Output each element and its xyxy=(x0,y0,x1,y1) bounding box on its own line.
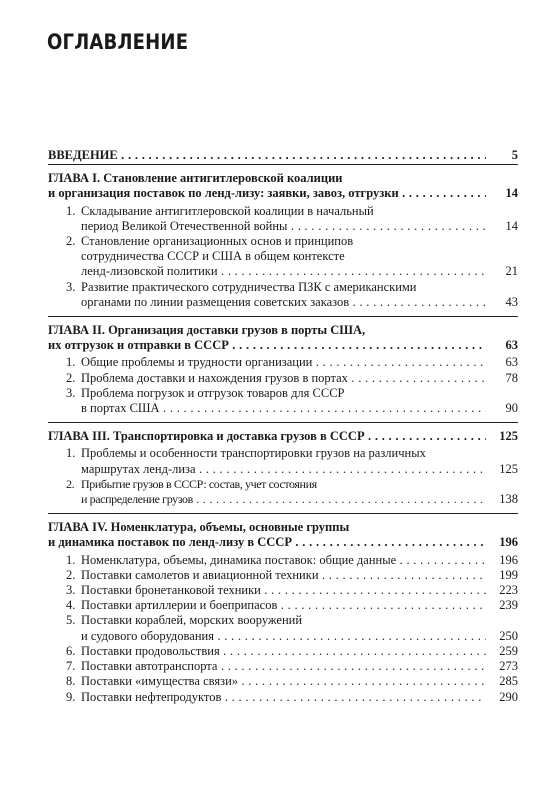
toc-entry-text: 6. Поставки продовольствия . . . xyxy=(66,644,486,659)
toc-entry-text: ГЛАВА III. Транспортировка и доставка грузов в СССР . . . xyxy=(48,429,486,444)
page-number: 199 xyxy=(499,567,518,582)
toc-entry-text: 5. Поставки кораблей, морских вооружений xyxy=(66,613,303,628)
toc-entry-text: 1. Проблемы и особенности транспортировки грузов на различных xyxy=(66,446,426,461)
section-number: 1. xyxy=(66,355,76,370)
table-of-contents xyxy=(48,148,518,705)
section-number: 2. xyxy=(66,370,76,385)
toc-section-entry xyxy=(48,674,518,689)
toc-entry-text: 1. Складывание антигитлеровской коалиции в начальный xyxy=(66,203,374,218)
page-number: 43 xyxy=(505,294,518,309)
toc-section-entry xyxy=(48,644,518,659)
page-number: 223 xyxy=(499,583,518,598)
section-number: 9. xyxy=(66,689,76,704)
toc-entry-text: 2. Проблема доставки и нахождения грузов в портах . . . xyxy=(66,371,486,386)
toc-entry-text: период Великой Отечественной войны . . . xyxy=(66,219,486,234)
toc-section-entry xyxy=(48,477,518,507)
toc-entry-text: ГЛАВА II. Организация доставки грузов в порты США, xyxy=(48,323,366,338)
section-divider xyxy=(48,164,518,165)
section-number: 2. xyxy=(66,567,76,582)
toc-entry-text: и организация поставок по ленд-лизу: заявки, завоз, отгрузки . . . xyxy=(48,186,486,201)
section-number: 1. xyxy=(66,203,76,218)
page-number: 196 xyxy=(499,552,518,567)
toc-entry-text: 4. Поставки артиллерии и боеприпасов . . . xyxy=(66,598,486,613)
toc-entry-text: 9. Поставки нефтепродуктов . . . xyxy=(66,690,486,705)
page-number: 138 xyxy=(499,492,518,507)
toc-chapter-entry xyxy=(48,148,518,163)
page-number: 63 xyxy=(505,338,518,353)
toc-entry-text: 7. Поставки автотранспорта . . . xyxy=(66,659,486,674)
toc-section-entry xyxy=(48,613,518,643)
toc-section-entry xyxy=(48,234,518,280)
page-number: 196 xyxy=(499,535,518,550)
toc-entry-text: 1. Номенклатура, объемы, динамика поставок: общие данные . . . xyxy=(66,553,486,568)
toc-entry-text: ленд-лизовской политики . . . xyxy=(66,264,486,279)
page-number: 21 xyxy=(505,264,518,279)
toc-section-entry xyxy=(48,355,518,370)
page-number: 290 xyxy=(499,689,518,704)
toc-entry-text: 3. Развитие практического сотрудничества ПЗК с американскими xyxy=(66,279,417,294)
toc-entry-text: 1. Общие проблемы и трудности организации . . . xyxy=(66,355,486,370)
toc-section-entry xyxy=(48,568,518,583)
section-number: 2. xyxy=(66,476,75,491)
toc-entry-text: 3. Поставки бронетанковой техники . . . xyxy=(66,583,486,598)
toc-chapter-entry xyxy=(48,323,518,353)
section-number: 3. xyxy=(66,279,76,294)
section-number: 8. xyxy=(66,674,76,689)
toc-entry-text: в портах США . . . xyxy=(66,401,486,416)
toc-section-entry xyxy=(48,598,518,613)
section-number: 5. xyxy=(66,613,76,628)
toc-entry-text: маршрутах ленд-лиза . . . xyxy=(66,462,486,477)
toc-section-entry xyxy=(48,446,518,476)
toc-chapter-entry xyxy=(48,520,518,550)
page-number: 90 xyxy=(505,401,518,416)
section-number: 3. xyxy=(66,583,76,598)
page-number: 78 xyxy=(505,370,518,385)
section-divider xyxy=(48,513,518,514)
section-number: 3. xyxy=(66,385,76,400)
toc-entry-text: и распределение грузов . . . xyxy=(66,492,486,507)
page-number: 259 xyxy=(499,643,518,658)
toc-entry-text: 2. Поставки самолетов и авиационной техники . . . xyxy=(66,568,486,583)
page-number: 5 xyxy=(511,148,518,162)
toc-entry-text: ГЛАВА I. Становление антигитлеровской коалиции xyxy=(48,171,343,186)
toc-entry-text: и динамика поставок по ленд-лизу в СССР . . . xyxy=(48,535,486,550)
section-number: 1. xyxy=(66,552,76,567)
section-number: 6. xyxy=(66,643,76,658)
section-number: 7. xyxy=(66,659,76,674)
page-number: 239 xyxy=(499,598,518,613)
page-number: 125 xyxy=(499,461,518,476)
toc-section-entry xyxy=(48,280,518,310)
toc-section-entry xyxy=(48,371,518,386)
toc-entry-text: 3. Проблема погрузок и отгрузок товаров для СССР xyxy=(66,385,345,400)
page-number: 14 xyxy=(505,218,518,233)
toc-section-entry xyxy=(48,553,518,568)
page-number: 63 xyxy=(505,355,518,370)
toc-entry-text: ВВЕДЕНИЕ . . . xyxy=(48,148,486,163)
toc-entry-text: их отгрузок и отправки в СССР . . . xyxy=(48,338,486,353)
section-number: 4. xyxy=(66,598,76,613)
toc-entry-text: 8. Поставки «имущества связи» . . . xyxy=(66,674,486,689)
toc-entry-text: 2. Прибытие грузов в СССР: состав, учет состояния xyxy=(66,476,317,491)
toc-section-entry xyxy=(48,583,518,598)
toc-entry-text: ГЛАВА IV. Номенклатура, объемы, основные группы xyxy=(48,520,350,535)
page-number: 273 xyxy=(499,659,518,674)
toc-section-entry xyxy=(48,659,518,674)
toc-section-entry xyxy=(48,690,518,705)
toc-section-entry xyxy=(48,204,518,234)
section-number: 1. xyxy=(66,446,76,461)
section-number: 2. xyxy=(66,234,76,249)
toc-chapter-entry xyxy=(48,171,518,201)
toc-entry-text: органами по линии размещения советских заказов . . . xyxy=(66,295,486,310)
toc-chapter-entry xyxy=(48,429,518,444)
toc-entry-text: сотрудничества СССР и США в общем контексте xyxy=(81,249,345,264)
page-title: ОГЛАВЛЕНИЕ xyxy=(47,30,189,54)
toc-entry-text: 2. Становление организационных основ и принципов xyxy=(66,234,354,249)
page-number: 125 xyxy=(499,429,518,444)
toc-section-entry xyxy=(48,386,518,416)
page-number: 14 xyxy=(505,186,518,201)
section-divider xyxy=(48,316,518,317)
page-number: 250 xyxy=(499,628,518,643)
section-divider xyxy=(48,422,518,423)
toc-entry-text: и судового оборудования . . . xyxy=(66,629,486,644)
page-number: 285 xyxy=(499,674,518,689)
